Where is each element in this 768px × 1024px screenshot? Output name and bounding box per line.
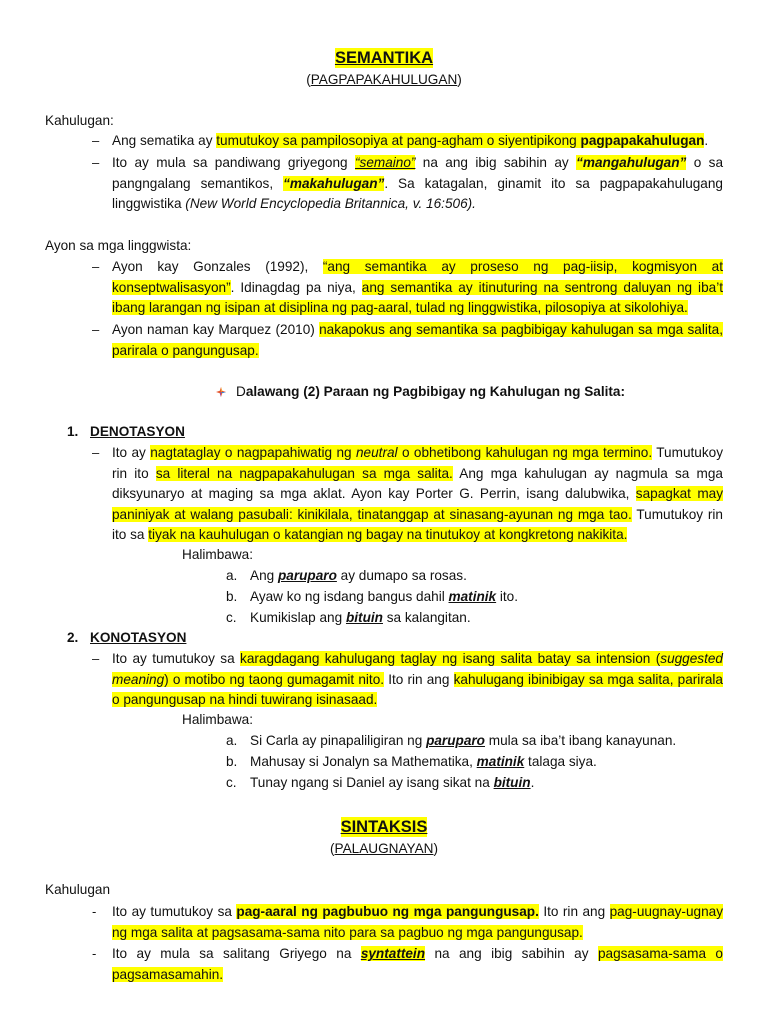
example-item: a. Si Carla ay pinapaliligiran ng paruparo mula sa iba’t ibang kanayunan. xyxy=(226,733,677,748)
sintaksis-title: SINTAKSIS xyxy=(340,818,428,836)
sintaksis-heading xyxy=(0,817,768,839)
list-item: – Ayon kay Gonzales (1992), “ang semantika ay proseso ng pag-iisip, kogmisyon at konseptwalisasyon”. Idinagdag pa niya, ang semantika ay itinuturing na sentrong daluyan ng iba’t ibang larangan ng isipan at disiplina ng pag-aaral, tulad ng linggwistika, pilosopiya at sikolohiya. xyxy=(92,259,724,316)
example-item: a. Ang paruparo ay dumapo sa rosas. xyxy=(226,568,467,583)
list-item: – Ito ay mula sa pandiwang griyegong “semaino” na ang ibig sabihin ay “mangahulugan” o sa pangngalang semantikos, “makahulugan”. Sa katagalan, ginamit ito sa pagpapakahulugang linggwistika (New World Encyclopedia Britannica, v. 16:506). xyxy=(92,155,724,212)
semantika-subtitle: (PAGPAPAKAHULUGAN) xyxy=(306,72,462,87)
denotasyon-heading: 1. DENOTASYON xyxy=(67,424,185,439)
sintaksis-subtitle: (PALAUGNAYAN) xyxy=(329,841,439,856)
halimbawa-label: Halimbawa: xyxy=(182,712,254,727)
list-item: - Ito ay tumutukoy sa pag-aaral ng pagbubuo ng mga pangungusap. Ito rin ang pag-uugnay-ugnay ng mga salita at pagsasama-sama nito para sa pagbuo ng mga pangungusap. xyxy=(92,904,723,940)
example-item: c. Kumikislap ang bituin sa kalangitan. xyxy=(226,610,471,625)
semantika-heading xyxy=(0,48,768,70)
list-item: – Ito ay tumutukoy sa karagdagang kahulugang taglay ng isang salita batay sa intension (suggested meaning) o motibo ng taong gumagamit nito. Ito rin ang kahulugang ibinibigay sa mga salita, parirala o pangungusap na hindi tuwirang isinasaad. xyxy=(92,651,723,708)
dash-bullet: – xyxy=(92,133,100,148)
example-item: b. Mahusay si Jonalyn sa Mathematika, matinik talaga siya. xyxy=(226,754,597,769)
dash-bullet: - xyxy=(92,904,97,919)
dash-bullet: – xyxy=(92,651,100,666)
dash-bullet: – xyxy=(92,445,100,460)
dash-bullet: – xyxy=(92,259,100,274)
example-item: c. Tunay ngang si Daniel ay isang sikat na bituin. xyxy=(226,775,535,790)
paraan-heading: Dalawang (2) Paraan ng Pagbibigay ng Kahulugan ng Salita: xyxy=(0,382,768,403)
kahulugan-label: Kahulugan: xyxy=(45,113,114,128)
kahulugan-label: Kahulugan xyxy=(45,882,111,897)
list-item: – Ito ay nagtataglay o nagpapahiwatig ng neutral o obhetibong kahulugan ng mga termino. Tumutukoy rin ito sa literal na nagpapakahulugan sa mga salita. Ang mga kahulugan ay nagmula sa mga diksyunaryo at maging sa mga aklat. Ayon kay Porter G. Perrin, isang dalubwika, sapagkat may paniniyak at walang pasubali: kinikilala, tinatanggap at sinasang-ayunan ng mga tao. Tumutukoy rin ito sa tiyak na kauhulugan o katangian ng bagay na tinutukoy at kongkretong nakikita. xyxy=(92,445,723,543)
konotasyon-heading: 2. KONOTASYON xyxy=(67,630,187,645)
dash-bullet: – xyxy=(92,155,100,170)
list-item: - Ito ay mula sa salitang Griyego na syntattein na ang ibig sabihin ay pagsasama-sama o pagsamasamahin. xyxy=(92,946,723,982)
dash-bullet: – xyxy=(92,322,100,337)
list-item: – Ang sematika ay tumutukoy sa pampilosopiya at pang-agham o siyentipikong pagpapakahulugan. xyxy=(0,131,768,152)
list-item: – Ayon naman kay Marquez (2010) nakapokus ang semantika sa pagbibigay kahulugan sa mga salita, parirala o pangungusap. xyxy=(92,322,723,358)
diamond-bullet-icon xyxy=(216,387,226,397)
example-item: b. Ayaw ko ng isdang bangus dahil matinik ito. xyxy=(226,589,519,604)
halimbawa-label: Halimbawa: xyxy=(182,547,254,562)
ayon-label: Ayon sa mga linggwista: xyxy=(45,238,192,253)
semantika-title: SEMANTIKA xyxy=(334,49,434,67)
dash-bullet: - xyxy=(92,946,97,961)
